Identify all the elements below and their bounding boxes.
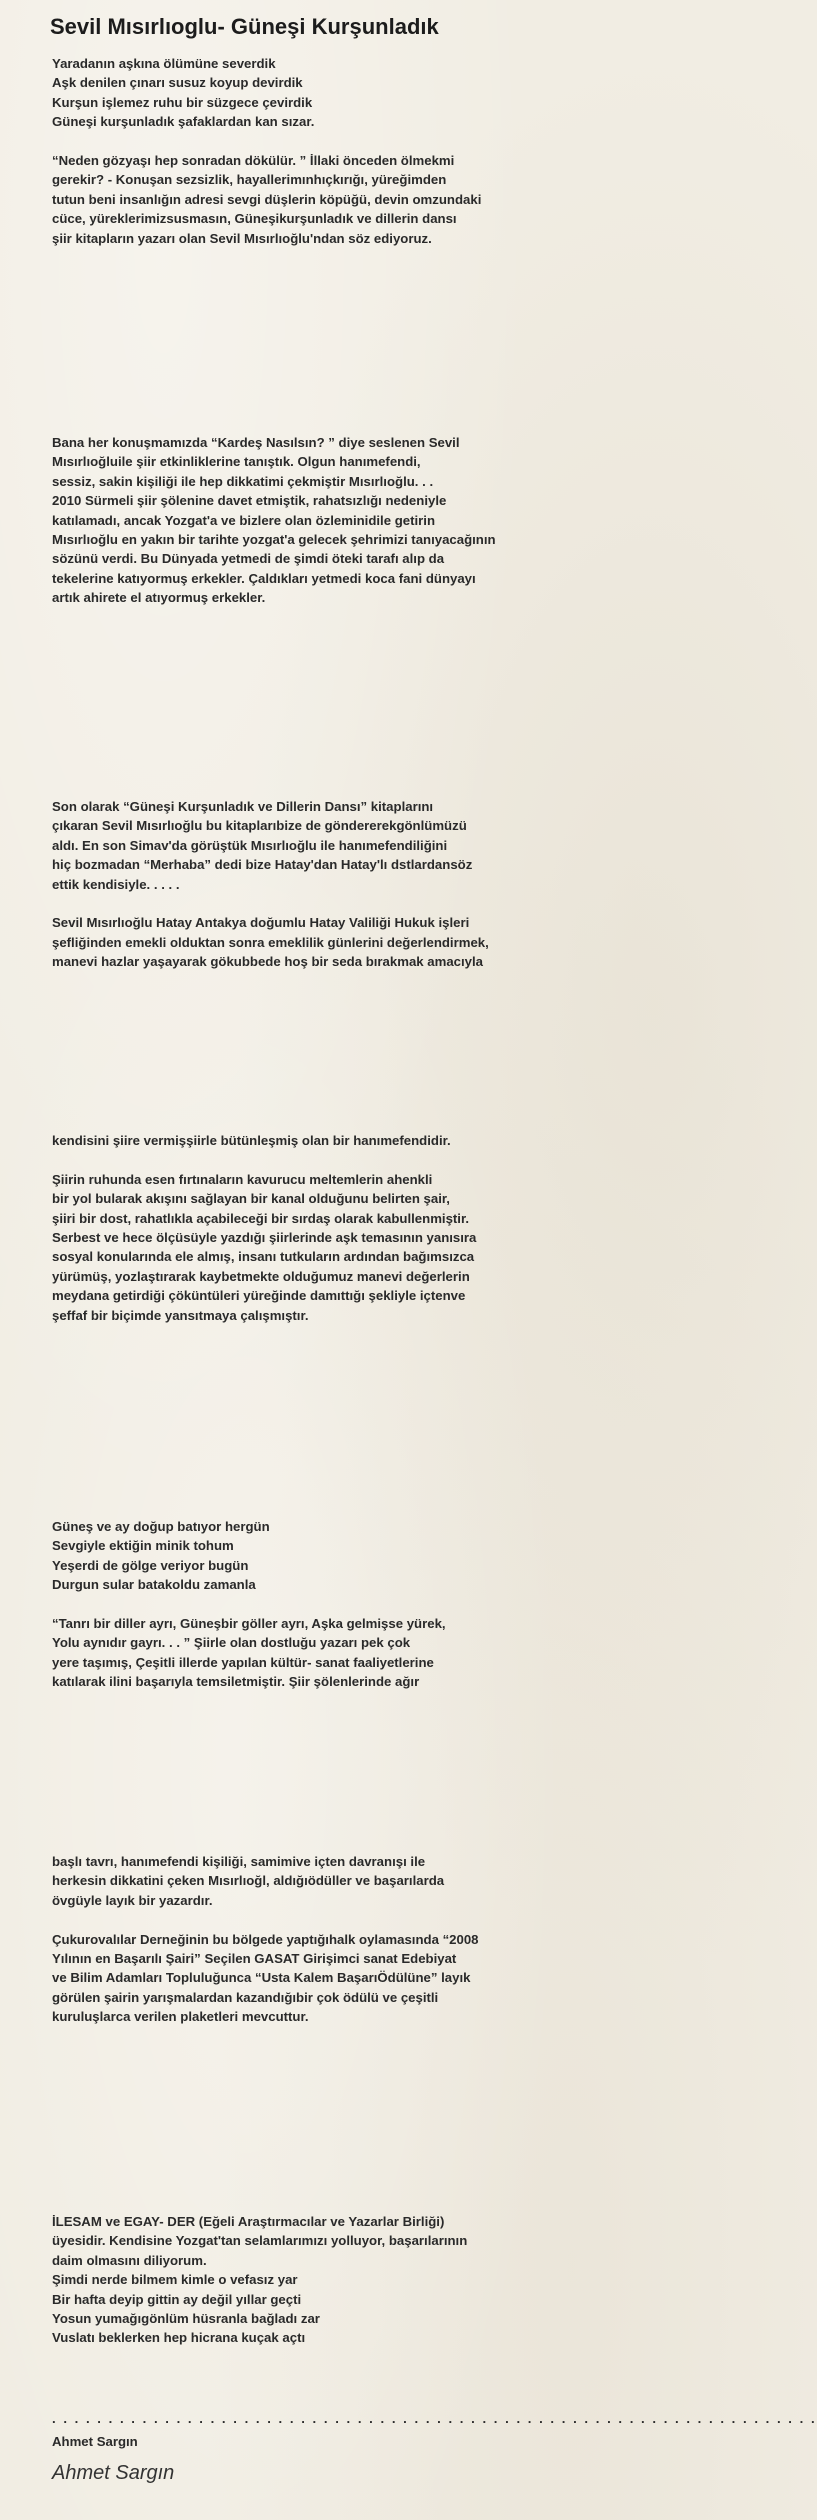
text-line: İLESAM ve EGAY- DER (Eğeli Araştırmacılar ve Yazarlar Birliği) [52, 2214, 445, 2229]
text-line: Bana her konuşmamızda “Kardeş Nasılsın? ” diye seslenen Sevil [52, 435, 460, 450]
text-line: herkesin dikkatini çeken Mısırlıoğl, aldığıödüller ve başarılarda [52, 1873, 445, 1889]
text-line: katılarak ilini başarıyla temsiletmiştir. Şiir şölenlerinde ağır [52, 1674, 420, 1690]
text-line: katılamadı, ancak Yozgat'a ve bizlere olan özleminidile getirin [52, 512, 436, 528]
text-line: Yosun yumağıgönlüm hüsranla bağladı zar [52, 2311, 320, 2327]
text-line: Serbest ve hece ölçüsüyle yazdığı şiirlerinde aşk temasının yanısıra [52, 1230, 477, 1246]
text-line: sessiz, sakin kişiliği ile hep dikkatimi çekmiştir Mısırlıoğlu. . . [52, 473, 434, 489]
text-line: Güneşi kurşunladık şafaklardan kan sızar. [52, 114, 315, 130]
text-block-acquaintance [52, 433, 640, 608]
article-title: Sevil Mısırlıoglu- Güneşi Kurşunladık [50, 14, 439, 39]
dotted-separator: . . . . . . . . . . . . . . . . . . . . . . . . . . . . . . . . . . . . . . . . . . . . . . . . . . . . . . . . . . . . . . . . . . . . [52, 2411, 817, 2426]
text-line: gerekir? - Konuşan sezsizlik, hayallerimınhıçkırığı, yüreğimden [52, 172, 447, 188]
text-line: Şimdi nerde bilmem kimle o vefasız yar [52, 2272, 298, 2288]
text-block-closing-poem [52, 2212, 640, 2348]
text-line: daim olmasını diliyorum. [52, 2252, 207, 2268]
text-line: Bir hafta deyip gittin ay değil yıllar geçti [52, 2291, 302, 2307]
text-line: hiç bozmadan “Merhaba” dedi bize Hatay'dan Hatay'lı dstlardansöz [52, 857, 473, 873]
text-line: görülen şairin yarışmalardan kazandığıbir çok ödülü ve çeşitli [52, 1989, 439, 2005]
text-line: tutun beni insanlığın adresi sevgi düşlerin köpüğü, devin omzundaki [52, 191, 482, 207]
text-line: Durgun sular batakoldu zamanla [52, 1577, 256, 1593]
text-line: Mısırlıoğlu en yakın bir tarihte yozgat'a gelecek şehrimizi tanıyacağının [52, 532, 496, 548]
text-block-intro [52, 54, 640, 248]
text-line: aldı. En son Simav'da görüştük Mısırlıoğlu ile hanımefendiliğini [52, 837, 448, 853]
text-line: manevi hazlar yaşayarak gökubbede hoş bir seda bırakmak amacıyla [52, 954, 484, 970]
text-line: övgüyle layık bir yazardır. [52, 1892, 213, 1908]
text-line: ve Bilim Adamları Topluluğunca “Usta Kalem BaşarıÖdülüne” layık [52, 1970, 471, 1986]
text-line: meydana getirdiği çöküntüleri yüreğinde damıttığı şekliyle içtenve [52, 1288, 466, 1304]
text-line: Şiirin ruhunda esen fırtınaların kavurucu meltemlerin ahenkli [52, 1171, 433, 1187]
text-block-poetry-spirit [52, 1131, 640, 1325]
text-line: başlı tavrı, hanımefendi kişiliği, samimive içten davranışı ile [52, 1854, 426, 1869]
author-signature: Ahmet Sargın [52, 2462, 175, 2484]
author-name: Ahmet Sargın [52, 2434, 138, 2449]
text-line: 2010 Sürmeli şiir şölenine davet etmiştik, rahatsızlığı nedeniyle [52, 493, 447, 509]
text-line: üyesidir. Kendisine Yozgat'tan selamlarımızı yolluyor, başarılarının [52, 2233, 468, 2249]
text-line: Kurşun işlemez ruhu bir süzgece çevirdik [52, 94, 313, 110]
text-line: şiir kitapların yazarı olan Sevil Mısırlıoğlu'ndan söz ediyoruz. [52, 230, 432, 246]
text-line: Yılının en Başarılı Şairi” Seçilen GASAT Girişimci sanat Edebiyat [52, 1951, 457, 1967]
text-line: sosyal konularında ele almış, insanı tutkuların ardından bağımsızca [52, 1249, 475, 1265]
text-line: Çukurovalılar Derneğinin bu bölgede yaptığıhalk oylamasında “2008 [52, 1931, 479, 1947]
text-line: tekelerine katıyormuş erkekler. Çaldıkları yetmedi koca fani dünyayı [52, 570, 476, 586]
text-line: Vuslatı beklerken hep hicrana kuçak açtı [52, 2330, 306, 2346]
text-line: Sevgiyle ektiğin minik tohum [52, 1538, 234, 1554]
text-block-last-meeting [52, 797, 640, 972]
paragraph-gap [52, 894, 640, 913]
text-line: bir yol bularak akışını sağlayan bir kanal olduğunu belirten şair, [52, 1191, 450, 1207]
text-line: şiiri bir dost, rahatlıkla açabileceği bir sırdaş olarak kabullenmiştir. [52, 1210, 470, 1226]
text-block-awards [52, 1852, 640, 2027]
text-line: şefliğinden emekli olduktan sonra emeklilik günlerini değerlendirmek, [52, 934, 489, 950]
paragraph-gap [52, 1910, 640, 1929]
text-line: sözünü verdi. Bu Dünyada yetmedi de şimdi öteki tarafı alıp da [52, 551, 445, 567]
text-line: ettik kendisiyle. . . . . [52, 876, 180, 892]
text-line: Aşk denilen çınarı susuz koyup devirdik [52, 75, 303, 91]
text-block-poem-friendship [52, 1517, 640, 1692]
text-line: Yolu aynıdır gayrı. . . ” Şiirle olan dostluğu yazarı pek çok [52, 1635, 411, 1651]
text-line: Yaradanın aşkına ölümüne severdik [52, 56, 276, 71]
text-line: Son olarak “Güneşi Kurşunladık ve Dillerin Dansı” kitaplarını [52, 799, 434, 814]
text-line: Sevil Mısırlıoğlu Hatay Antakya doğumlu Hatay Valiliği Hukuk işleri [52, 915, 470, 931]
paragraph-gap [52, 132, 640, 151]
text-line: Güneş ve ay doğup batıyor hergün [52, 1519, 270, 1534]
text-line: “Neden gözyaşı hep sonradan dökülür. ” İllaki önceden ölmekmi [52, 153, 455, 169]
text-line: yere taşımış, Çeşitli illerde yapılan kültür- sanat faaliyetlerine [52, 1654, 434, 1670]
text-line: kuruluşlarca verilen plaketleri mevcuttur. [52, 2009, 309, 2025]
paragraph-gap [52, 1150, 640, 1169]
text-line: “Tanrı bir diller ayrı, Güneşbir göller ayrı, Aşka gelmişse yürek, [52, 1616, 446, 1632]
text-line: Yeşerdi de gölge veriyor bugün [52, 1557, 249, 1573]
text-line: artık ahirete el atıyormuş erkekler. [52, 590, 266, 606]
text-line: şeffaf bir biçimde yansıtmaya çalışmıştır. [52, 1307, 309, 1323]
text-line: cüce, yüreklerimizsusmasın, Güneşikurşunladık ve dillerin dansı [52, 211, 457, 227]
text-line: çıkaran Sevil Mısırlıoğlu bu kitaplarıbize de göndererekgönlümüzü [52, 818, 467, 834]
text-line: yürümüş, yozlaştırarak kaybetmekte olduğumuz manevi değerlerin [52, 1268, 470, 1284]
text-line: Mısırlıoğluile şiir etkinliklerine tanıştık. Olgun hanımefendi, [52, 454, 421, 470]
paragraph-gap [52, 1595, 640, 1614]
text-line: kendisini şiire vermişşiirle bütünleşmiş olan bir hanımefendidir. [52, 1133, 451, 1148]
